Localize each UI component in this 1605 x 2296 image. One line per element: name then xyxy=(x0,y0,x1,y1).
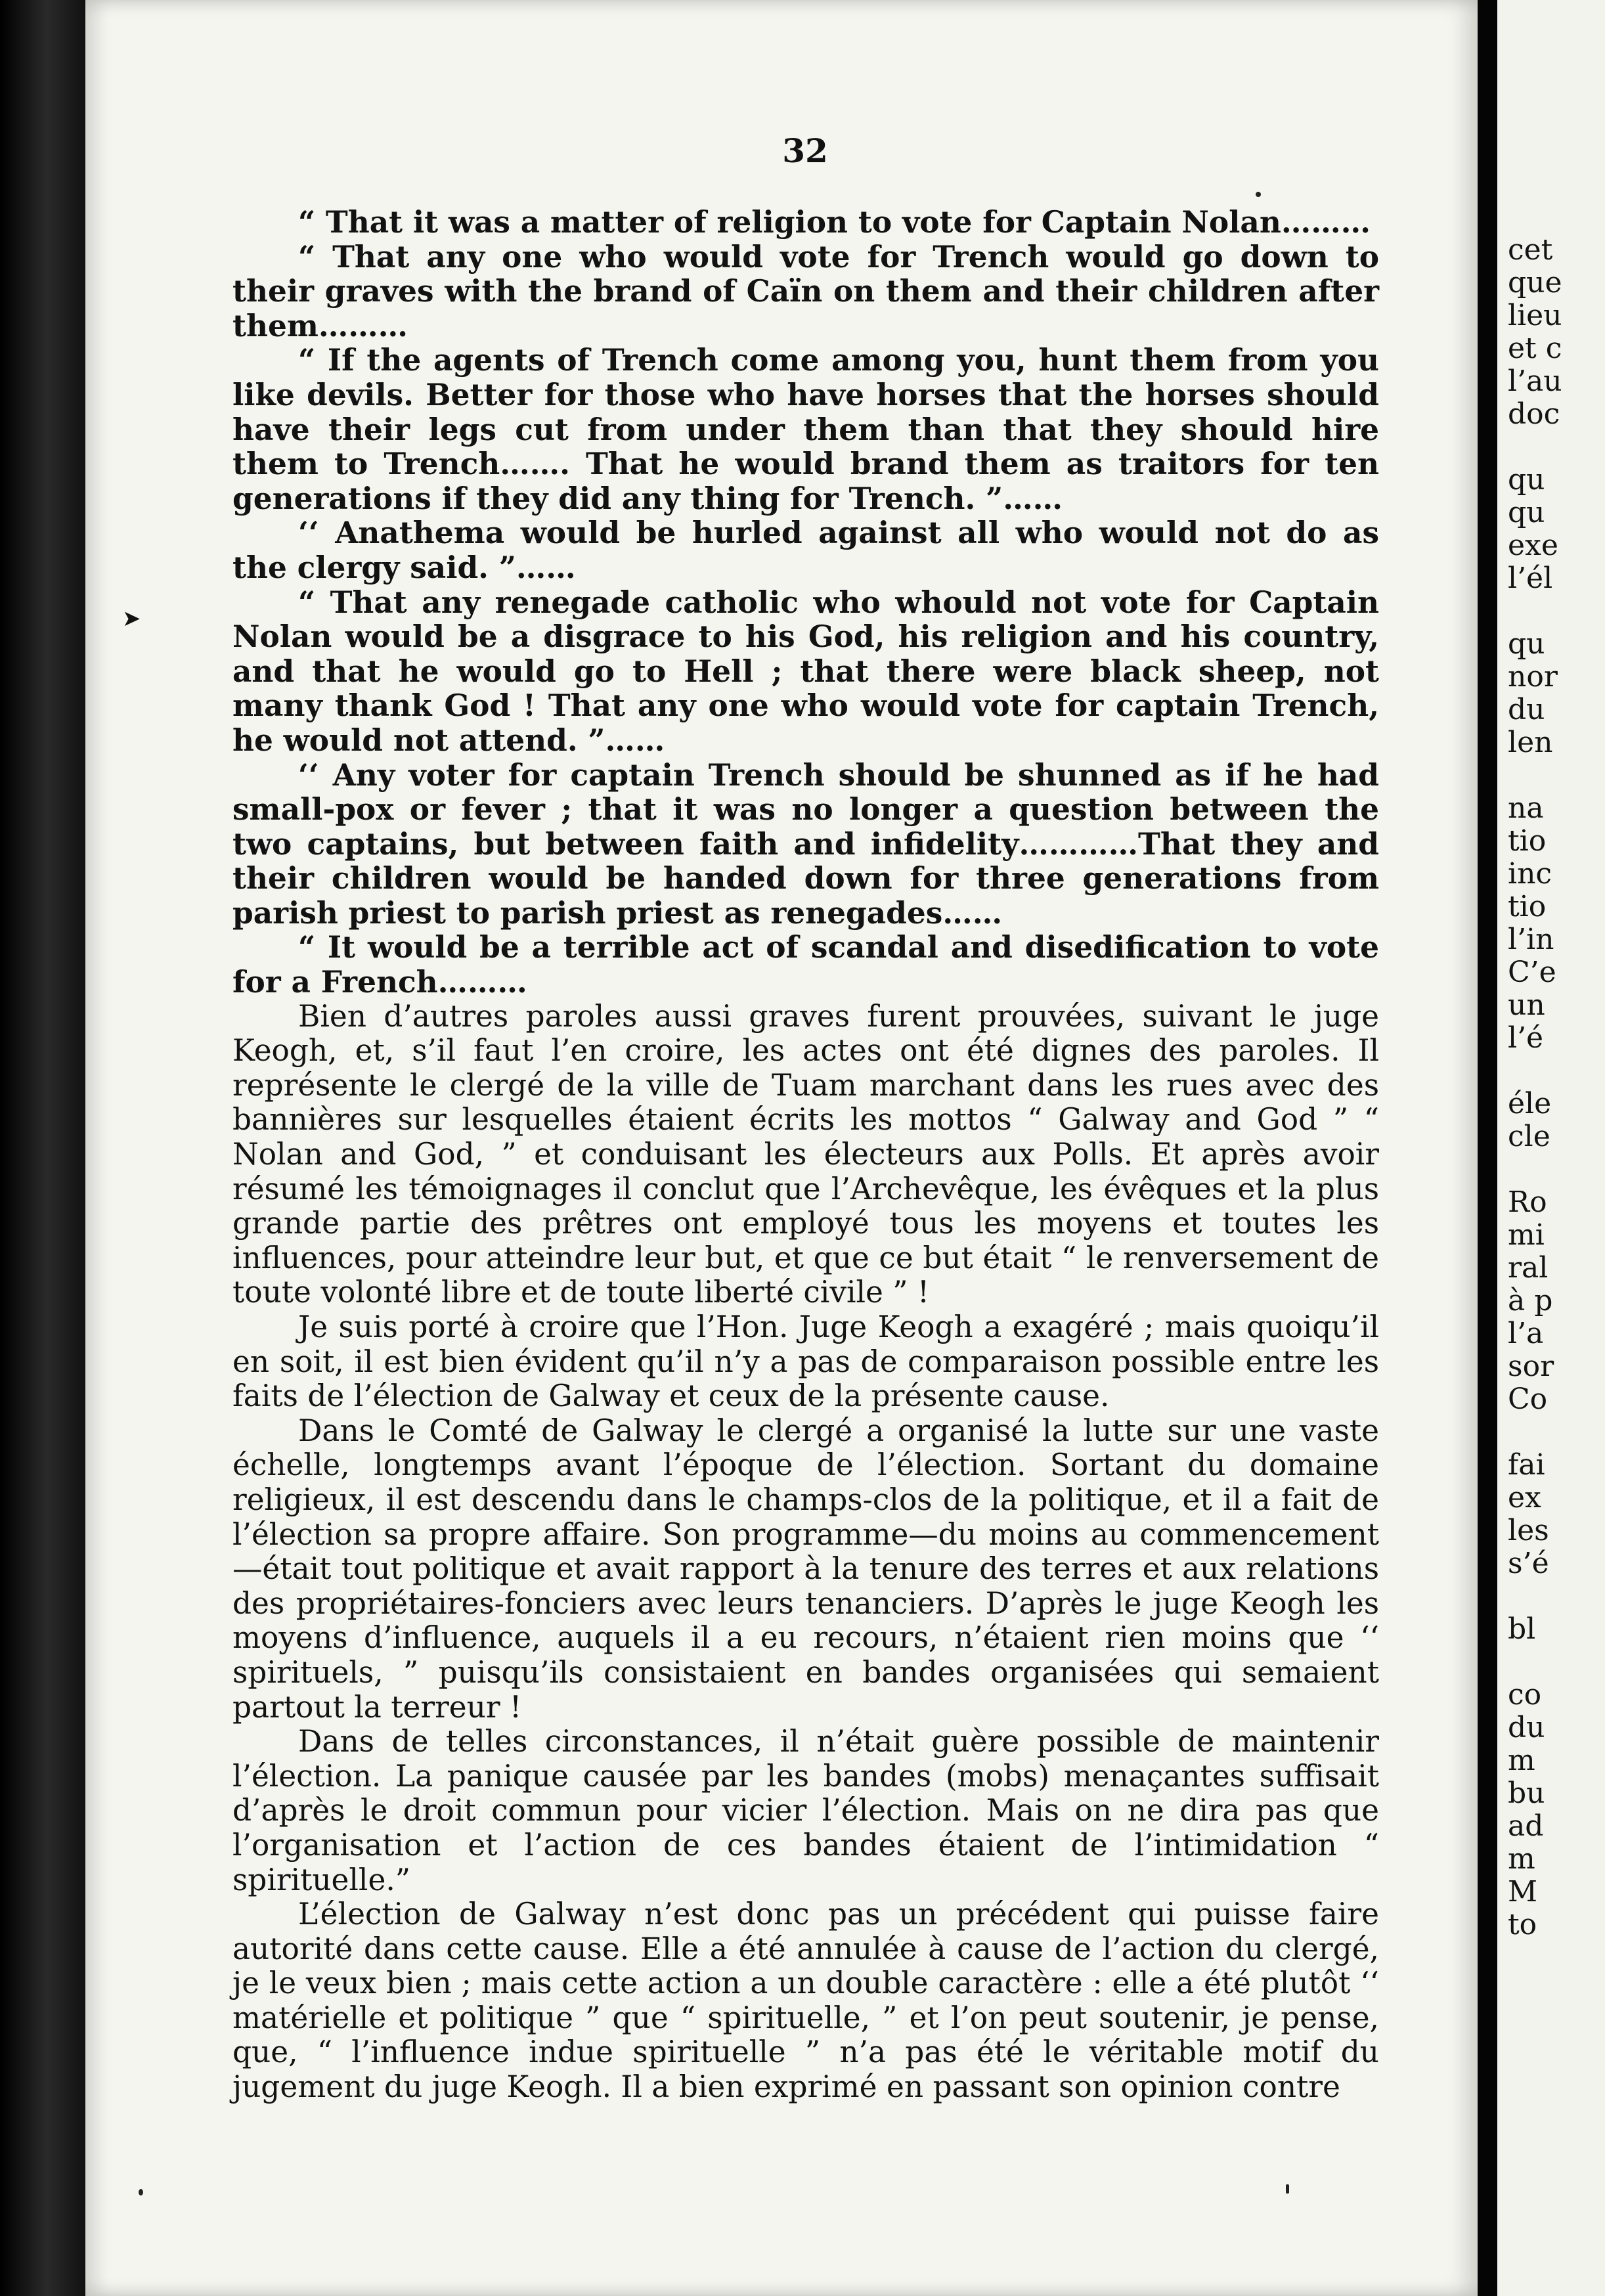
paragraph: ‘‘ Any voter for captain Trench should be shunned as if he had small-pox or fever ; that it was no longer a question between the two captains, but between faith and infidelity…………That they and their children would be handed down for three generations from parish priest to parish priest as renegades…… xyxy=(232,757,1379,931)
paragraph: “ That it was a matter of religion to vote for Captain Nolan……… xyxy=(298,204,1371,240)
scan-left-edge xyxy=(0,0,85,2296)
adjacent-page-fragment: Ro xyxy=(1508,1185,1547,1219)
adjacent-page-fragment xyxy=(1508,759,1605,792)
adjacent-page-fragment xyxy=(1508,595,1605,628)
adjacent-page-fragment: doc xyxy=(1508,397,1560,431)
adjacent-page-fragment: nor xyxy=(1508,660,1558,694)
adjacent-page-fragment xyxy=(1508,431,1605,464)
paragraph: “ That any one who would vote for Trench would go down to their graves with the brand of Caïn on them and their children after them……… xyxy=(232,238,1379,343)
margin-arrow-mark: ➤ xyxy=(122,606,141,632)
adjacent-page-fragment xyxy=(1508,1646,1605,1679)
paragraph: Bien d’autres paroles aussi graves furent prouvées, suivant le juge Keogh, et, s’il faut l’en croire, les actes ont été dignes des paroles. Il représente le clergé de la ville de Tuam marchant dans les rues avec des bannières sur lesquelles étaient écrits les mottos “ Galway and God ” “ Nolan and God, ” et conduisant les électeurs aux Polls. Et après avoir résumé les témoignages il conclut que l’Archevêque, les évêques et la plus grande partie des prêtres ont employé tous les moyens et toutes les influences, pour atteindre leur but, et que ce but était “ le renversement de toute volonté libre et de toute liberté civile ” ! xyxy=(232,998,1379,1310)
adjacent-page-fragment: qu xyxy=(1508,463,1545,497)
adjacent-page-fragment: m xyxy=(1508,1842,1535,1876)
adjacent-page-fragment: tio xyxy=(1508,890,1547,923)
adjacent-page-fragment: Co xyxy=(1508,1382,1548,1416)
adjacent-page-fragment: sor xyxy=(1508,1350,1554,1383)
adjacent-page-fragment: tio xyxy=(1508,824,1547,858)
adjacent-page-fragment xyxy=(1508,1416,1605,1449)
adjacent-page-fragment: à p xyxy=(1508,1284,1553,1317)
paragraph: Dans le Comté de Galway le clergé a organisé la lutte sur une vaste échelle, longtemps avant l’époque de l’élection. Sortant du domaine religieux, il est descendu dans le champs-clos de la politique, et il a fait de l’élection sa propre affaire. Son programme—du moins au commencement—était tout politique et avait rapport à la tenure des terres et aux relations des propriétaires-fonciers avec leurs tenanciers. D’après le juge Keogh les moyens d’influence, auquels il a eu recours, n’étaient rien moins que ‘‘ spirituels, ” puisqu’ils consistaient en bandes organisées qui semaient partout la terreur ! xyxy=(232,1413,1379,1725)
adjacent-page-fragment: exe xyxy=(1508,529,1558,562)
adjacent-page-fragment: cle xyxy=(1508,1120,1550,1153)
paragraph: “ It would be a terrible act of scandal and disedification to vote for a French……… xyxy=(232,929,1379,1000)
adjacent-page-fragment xyxy=(1508,1055,1605,1088)
adjacent-page-fragment: m xyxy=(1508,1744,1535,1777)
adjacent-page-fragment: na xyxy=(1508,791,1544,825)
adjacent-page-fragment: fai xyxy=(1508,1448,1545,1482)
adjacent-page-fragment: co xyxy=(1508,1678,1542,1711)
adjacent-page-fragment: l’in xyxy=(1508,923,1554,956)
adjacent-page-fragment: un xyxy=(1508,988,1545,1022)
adjacent-page-fragment: bu xyxy=(1508,1777,1545,1810)
page-number: 32 xyxy=(782,131,828,170)
adjacent-page-fragment: ex xyxy=(1508,1481,1541,1514)
adjacent-page-fragment: inc xyxy=(1508,857,1552,891)
adjacent-page-text xyxy=(1508,234,1605,1941)
paragraph: Je suis porté à croire que l’Hon. Juge Keogh a exagéré ; mais quoiqu’il en soit, il est bien évident qu’il n’y a pas de comparaison possible entre les faits de l’élection de Galway et ceux de la présente cause. xyxy=(232,1310,1379,1414)
adjacent-page-fragment: ral xyxy=(1508,1251,1549,1285)
adjacent-page-fragment: l’é xyxy=(1508,1021,1544,1055)
body-text xyxy=(232,205,1379,2105)
adjacent-page-fragment: du xyxy=(1508,1711,1545,1744)
adjacent-page-fragment: du xyxy=(1508,693,1545,726)
adjacent-page-fragment: l’él xyxy=(1508,562,1553,595)
stray-dot-mark xyxy=(139,2189,143,2196)
adjacent-page-fragment: s’é xyxy=(1508,1547,1549,1580)
adjacent-page-fragment: mi xyxy=(1508,1218,1545,1252)
adjacent-page-fragment xyxy=(1508,1580,1605,1613)
stray-dot-mark xyxy=(1256,192,1261,197)
adjacent-page-fragment: bl xyxy=(1508,1612,1536,1646)
adjacent-page-fragment: lieu xyxy=(1508,299,1562,332)
adjacent-page-fragment: cet xyxy=(1508,233,1553,267)
adjacent-page-fragment: ad xyxy=(1508,1809,1544,1843)
adjacent-page-fragment: l’a xyxy=(1508,1317,1544,1350)
paragraph: L’élection de Galway n’est donc pas un précédent qui puisse faire autorité dans cette cause. Elle a été annulée à cause de l’action du clergé, je le veux bien ; mais cette action a un double caractère : elle a été plutôt ‘‘ matérielle et politique ” que “ spirituelle, ” et l’on peut soutenir, je pense, que, “ l’influence indue spirituelle ” n’a pas été le véritable motif du jugement du juge Keogh. Il a bien exprimé en passant son opinion contre xyxy=(232,1897,1379,2105)
adjacent-page-fragment: et c xyxy=(1508,332,1562,365)
paragraph: Dans de telles circonstances, il n’était guère possible de maintenir l’élection. La panique causée par les bandes (mobs) menaçantes suffisait d’après le droit commun pour vicier l’élection. Mais on ne dira pas que l’organisation et l’action de ces bandes étaient de l’intimidation “ spirituelle.” xyxy=(232,1724,1379,1897)
adjacent-page-fragment: C’e xyxy=(1508,956,1556,989)
adjacent-page-fragment: M xyxy=(1508,1875,1538,1909)
paragraph: “ If the agents of Trench come among you, hunt them from you like devils. Better for those who have horses that the horses should have their legs cut from under them than that they should hire them to Trench……. That he would brand them as traitors for ten generations if they did any thing for Trench. ”…… xyxy=(232,342,1379,516)
adjacent-page-fragment: que xyxy=(1508,266,1562,299)
adjacent-page-fragment: éle xyxy=(1508,1087,1552,1120)
paragraph: ‘‘ Anathema would be hurled against all who would not do as the clergy said. ”…… xyxy=(232,515,1379,585)
adjacent-page-fragment xyxy=(1508,1153,1605,1186)
paragraph: “ That any renegade catholic who whould not vote for Captain Nolan would be a disgrace to his God, his religion and his country, and that he would go to Hell ; that there were black sheep, not many thank God ! That any one who would vote for captain Trench, he would not attend. ”…… xyxy=(232,584,1379,758)
adjacent-page-fragment: qu xyxy=(1508,496,1545,529)
adjacent-page-fragment: len xyxy=(1508,726,1553,759)
adjacent-page-fragment: to xyxy=(1508,1908,1537,1941)
adjacent-page-fragment: qu xyxy=(1508,627,1545,661)
adjacent-page-fragment: l’au xyxy=(1508,364,1562,398)
stray-dot-mark xyxy=(1286,2184,1289,2194)
book-gutter xyxy=(1478,0,1497,2296)
adjacent-page-fragment: les xyxy=(1508,1514,1549,1547)
